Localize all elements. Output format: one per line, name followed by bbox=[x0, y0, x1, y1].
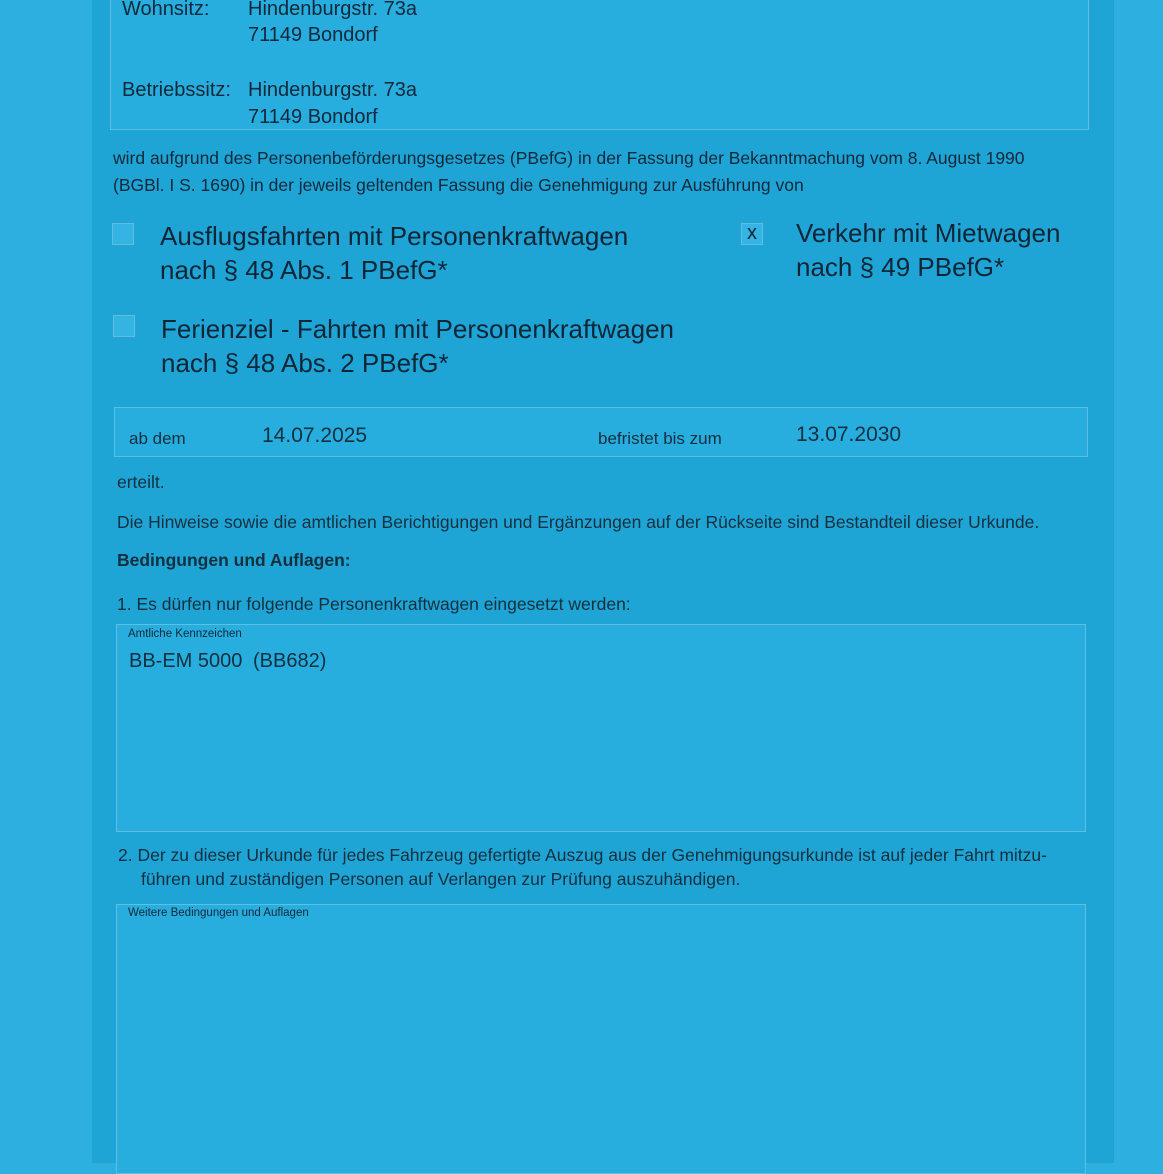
option-ferienziel-checkbox[interactable] bbox=[113, 315, 135, 337]
conditions-heading: Bedingungen und Auflagen: bbox=[117, 550, 351, 570]
condition-2-text bbox=[118, 843, 1047, 891]
valid-to-label: befristet bis zum bbox=[598, 429, 722, 448]
betriebssitz-city: 71149 Bondorf bbox=[248, 106, 378, 128]
erteilt-text: erteilt. bbox=[117, 472, 165, 492]
vehicle-code: (BB682) bbox=[253, 650, 327, 672]
betriebssitz-street: Hindenburgstr. 73a bbox=[248, 79, 418, 101]
further-conditions-box bbox=[116, 904, 1086, 1174]
intro-line-2: (BGBl. I S. 1690) in der jeweils geltenden Fassung die Genehmigung zur Ausführung von bbox=[113, 175, 804, 195]
valid-to-date: 13.07.2030 bbox=[796, 423, 902, 446]
hinweise-text: Die Hinweise sowie die amtlichen Berichtigungen und Ergänzungen auf der Rückseite sind Bestandteil dieser Urkunde. bbox=[117, 512, 1040, 532]
condition-2-line-1: 2. Der zu dieser Urkunde für jedes Fahrzeug gefertigte Auszug aus der Genehmigungsurkunde ist auf jeder Fahrt mitzu- bbox=[118, 845, 1047, 865]
option-ausflugsfahrten-checkbox[interactable] bbox=[112, 223, 134, 245]
option-mietwagen-checkbox[interactable]: x bbox=[741, 223, 763, 245]
intro-line-1: wird aufgrund des Personenbeförderungsgesetzes (PBefG) in der Fassung der Bekanntmachung vom 8. August 1990 bbox=[113, 148, 1025, 168]
option-ferienziel-line-1: Ferienziel - Fahrten mit Personenkraftwagen bbox=[161, 314, 675, 344]
option-ferienziel bbox=[161, 312, 674, 380]
valid-from-date: 14.07.2025 bbox=[262, 424, 368, 447]
wohnsitz-street: Hindenburgstr. 73a bbox=[248, 0, 418, 20]
intro-paragraph bbox=[113, 145, 1025, 199]
option-ausflugsfahrten-line-2: nach § 48 Abs. 1 PBefG* bbox=[160, 255, 448, 285]
vehicle-plates-label: Amtliche Kennzeichen bbox=[128, 628, 242, 640]
further-conditions-label: Weitere Bedingungen und Auflagen bbox=[128, 907, 309, 919]
option-ferienziel-line-2: nach § 48 Abs. 2 PBefG* bbox=[161, 348, 449, 378]
condition-2-line-2: führen und zuständigen Personen auf Verlangen zur Prüfung auszuhändigen. bbox=[141, 869, 741, 889]
option-ausflugsfahrten bbox=[160, 219, 628, 287]
option-ausflugsfahrten-line-1: Ausflugsfahrten mit Personenkraftwagen bbox=[160, 221, 629, 251]
vehicle-plate: BB-EM 5000 bbox=[129, 650, 243, 672]
option-mietwagen-line-1: Verkehr mit Mietwagen bbox=[796, 218, 1061, 248]
condition-1-text: 1. Es dürfen nur folgende Personenkraftwagen eingesetzt werden: bbox=[117, 594, 631, 614]
wohnsitz-label: Wohnsitz: bbox=[122, 0, 210, 20]
valid-from-label: ab dem bbox=[129, 429, 186, 448]
wohnsitz-city: 71149 Bondorf bbox=[248, 24, 378, 46]
option-mietwagen-line-2: nach § 49 PBefG* bbox=[796, 252, 1005, 282]
option-mietwagen bbox=[796, 216, 1060, 284]
betriebssitz-label: Betriebssitz: bbox=[122, 79, 231, 101]
